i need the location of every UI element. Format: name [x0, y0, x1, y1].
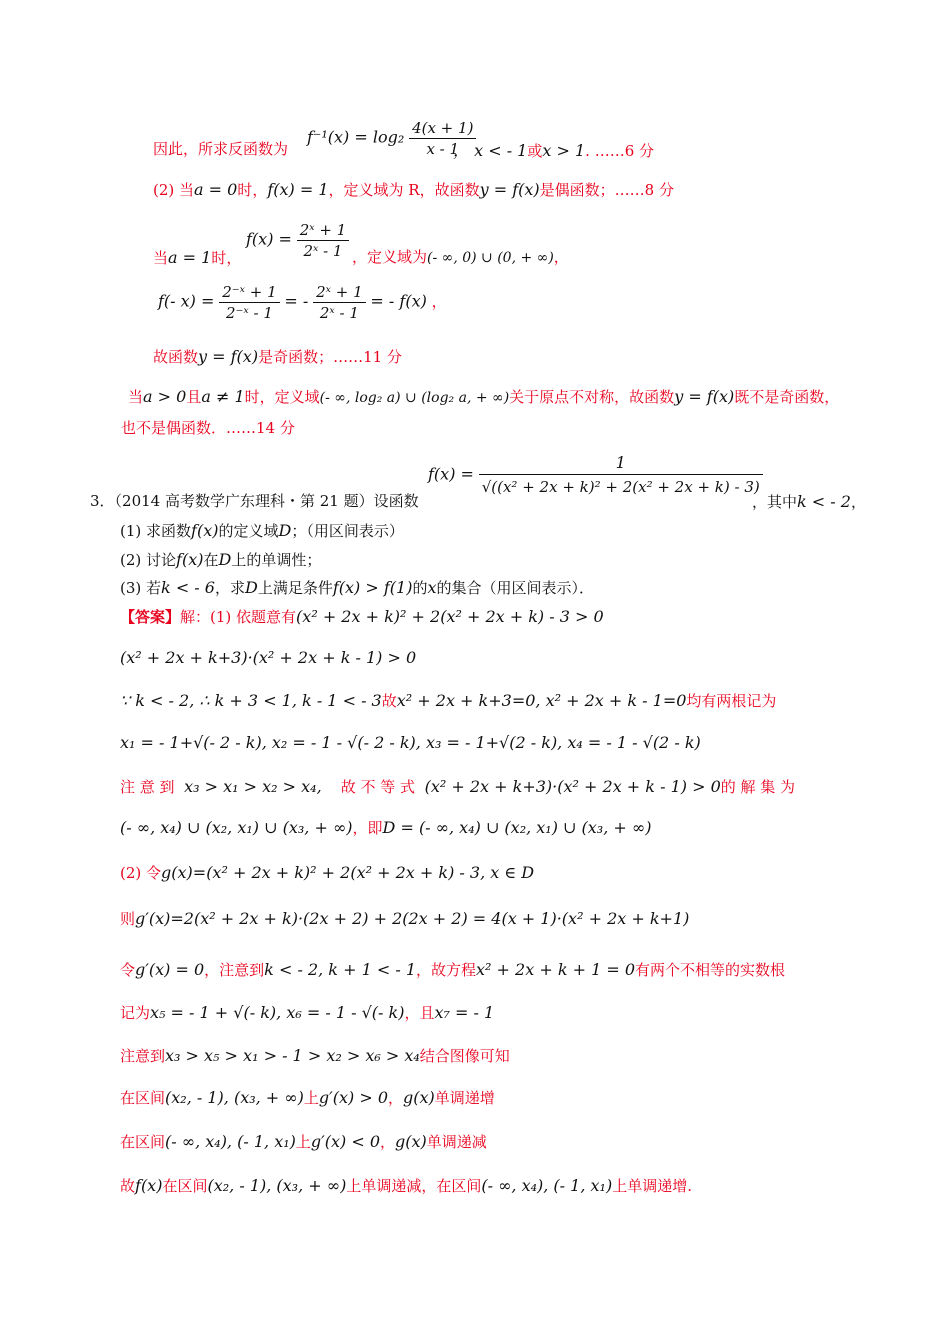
problem-header: 3．（2014 高考数学广东理科・第 21 题）设函数 — [90, 492, 419, 510]
answer-roots-intro: ∵ k < - 2, ∴ k + 3 < 1, k - 1 < - 3故x² + 2x + k+3=0, x² + 2x + k - 1=0均有两根记为 — [120, 691, 777, 710]
inverse-domain: ， x < - 1或x > 1. ……6 分 — [453, 141, 655, 160]
problem-function: f(x) = $\frac{1}{\text{√((x² + 2x + k)² + 2(x² + 2x + k) - 3)}}$ — [428, 452, 763, 499]
answer-start: 【答案】解：(1) 依题意有(x² + 2x + k)² + 2(x² + 2x + k) - 3 > 0 — [120, 607, 604, 626]
answer-order: 注 意 到 x₃ > x₁ > x₂ > x₄, 故 不 等 式 (x² + 2x + k+3)·(x² + 2x + k - 1) > 0的 解 集 为 — [120, 777, 796, 796]
answer-conclusion: 故f(x)在区间(x₂, - 1), (x₃, + ∞)上单调递减，在区间(- ∞, x₄), (- 1, x₁)上单调递增. — [120, 1176, 692, 1195]
answer-factored: (x² + 2x + k+3)·(x² + 2x + k - 1) > 0 — [120, 648, 417, 667]
answer-increasing: 在区间(x₂, - 1), (x₃, + ∞)上g′(x) > 0，g(x)单调递增 — [120, 1088, 495, 1107]
answer-ordering: 注意到x₃ > x₅ > x₁ > - 1 > x₂ > x₆ > x₄结合图像可知 — [120, 1046, 510, 1065]
case-general-cont: 也不是偶函数．……14 分 — [121, 419, 295, 437]
fraction: $\frac{\text{2⁻ˣ + 1}}{\text{2⁻ˣ - 1}}$ — [219, 282, 279, 323]
answer-roots: x₁ = - 1+√(- 2 - k), x₂ = - 1 - √(- 2 - k), x₃ = - 1+√(2 - k), x₄ = - 1 - √(2 - k) — [120, 733, 701, 752]
question-1: (1) 求函数f(x)的定义域D；（用区间表示） — [120, 521, 404, 540]
answer-tag: 【答案】 — [120, 608, 181, 626]
domain-a-one: ，定义域为(- ∞, 0) ∪ (0, + ∞)， — [352, 248, 569, 266]
answer-part2-define: (2) 令g(x)=(x² + 2x + k)² + 2(x² + 2x + k) - 3, x ∈ D — [120, 863, 535, 882]
inverse-function-line: 因此，所求反函数为 — [153, 140, 289, 158]
inverse-function-formula: f⁻¹(x) = log₂ $\frac{4(x + 1)}{x - 1}$ — [307, 118, 476, 159]
answer-critical: 令g′(x) = 0，注意到k < - 2, k + 1 < - 1，故方程x² + 2x + k + 1 = 0有两个不相等的实数根 — [120, 960, 786, 979]
answer-derivative: 则g′(x)=2(x² + 2x + k)·(2x + 2) + 2(2x + 2) = 4(x + 1)·(x² + 2x + k+1) — [120, 909, 690, 928]
case-a-one: 当a = 1时， — [153, 248, 242, 267]
odd-conclusion: 故函数y = f(x)是奇函数；……11 分 — [153, 347, 402, 366]
question-2: (2) 讨论f(x)在D上的单调性； — [120, 550, 322, 569]
fraction: $\frac{\text{2ˣ + 1}}{\text{2ˣ - 1}}$ — [313, 282, 366, 323]
problem-condition: ，其中k < - 2， — [752, 492, 866, 511]
fraction: $\frac{1}{\text{√((x² + 2x + k)² + 2(x² + 2x + k) - 3)}}$ — [479, 452, 763, 499]
case-general: 当a > 0且a ≠ 1时，定义域(- ∞, log₂ a) ∪ (log₂ a, + ∞)关于原点不对称，故函数y = f(x)既不是奇函数， — [128, 387, 840, 406]
odd-check: f(- x) = $\frac{\text{2⁻ˣ + 1}}{\text{2⁻ˣ - 1}}$ = - $\frac{\text{2ˣ + 1}}{\text{2ˣ - 1}}$ = - f(x) ， — [158, 283, 447, 322]
question-3: (3) 若k < - 6，求D上满足条件f(x) > f(1)的x的集合（用区间表示）． — [120, 578, 594, 597]
answer-critical-roots: 记为x₅ = - 1 + √(- k), x₆ = - 1 - √(- k)，且x₇ = - 1 — [120, 1003, 495, 1022]
answer-domain: (- ∞, x₄) ∪ (x₂, x₁) ∪ (x₃, + ∞)，即D = (- ∞, x₄) ∪ (x₂, x₁) ∪ (x₃, + ∞) — [120, 818, 652, 837]
answer-decreasing: 在区间(- ∞, x₄), (- 1, x₁)上g′(x) < 0，g(x)单调递减 — [120, 1132, 487, 1151]
case-a-zero: (2) 当a = 0时，f(x) = 1，定义域为 R，故函数y = f(x)是偶函数；……8 分 — [153, 180, 674, 199]
fraction: $\frac{4(x + 1)}{x - 1}$ — [409, 118, 476, 159]
function-a-one: f(x) = $\frac{\text{2ˣ + 1}}{\text{2ˣ - 1}}$ — [246, 220, 349, 261]
fraction: $\frac{\text{2ˣ + 1}}{\text{2ˣ - 1}}$ — [297, 220, 350, 261]
